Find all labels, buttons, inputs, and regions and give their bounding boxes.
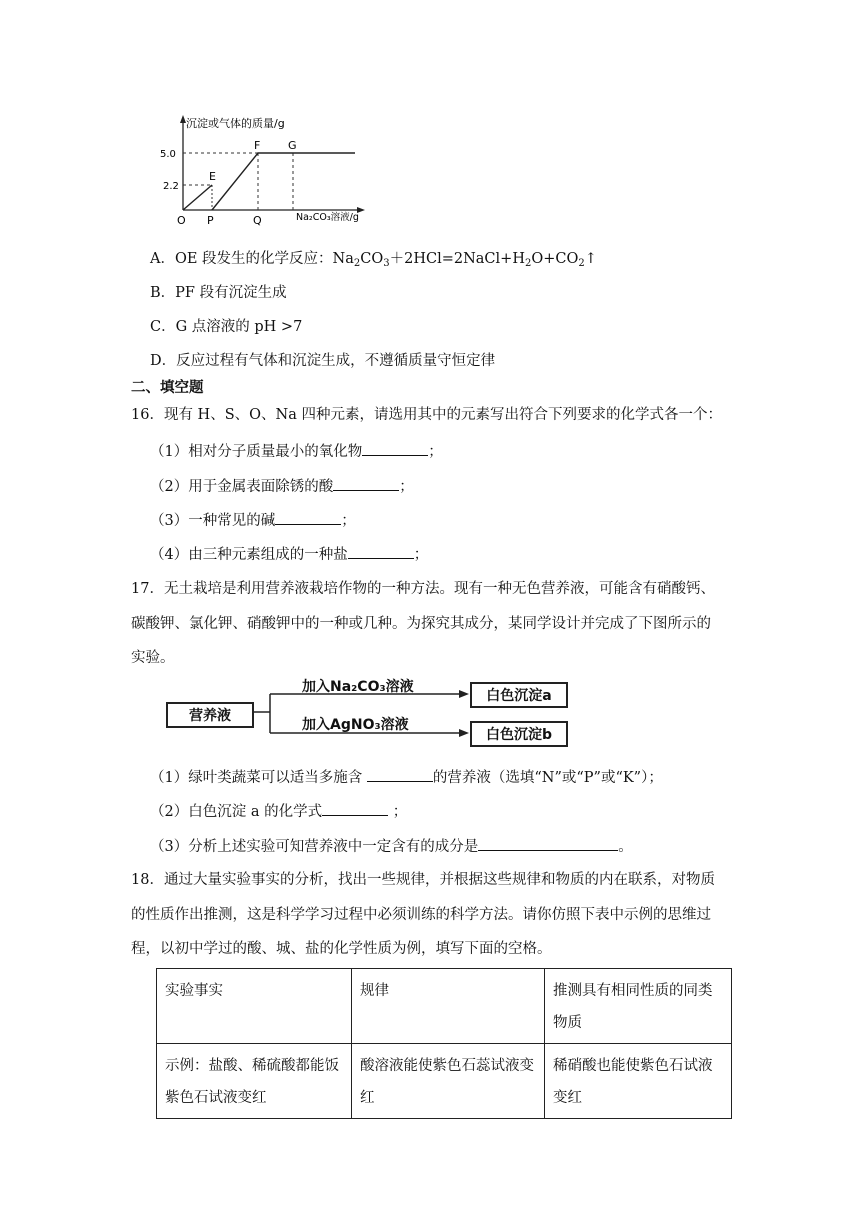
answer-blank[interactable] xyxy=(333,476,399,491)
answer-blank[interactable] xyxy=(362,441,428,456)
q17-stem-1: 17．无土栽培是利用营养液栽培作物的一种方法。现有一种无色营养液，可能含有硝酸钙、 xyxy=(131,581,715,597)
q17-stem-3: 实验。 xyxy=(131,650,175,666)
series-precipitate xyxy=(212,153,355,210)
option-d: D．反应过程有气体和沉淀生成，不遵循质量守恒定律 xyxy=(150,353,496,369)
flow-result-b: 白色沉淀b xyxy=(470,721,568,747)
q16-part4: （4）由三种元素组成的一种盐 ； xyxy=(150,544,428,565)
flow-add-agno3: 加入AgNO₃溶液 xyxy=(302,717,409,733)
table-cell: 稀硝酸也能使紫色石试液变红 xyxy=(545,1044,732,1119)
answer-blank[interactable] xyxy=(275,510,341,525)
q18-stem-1: 18．通过大量实验事实的分析，找出一些规律，并根据这些规律和物质的内在联系，对物质 xyxy=(131,872,715,888)
table-row xyxy=(157,1044,732,1119)
chart-svg xyxy=(160,110,370,230)
flow-result-a: 白色沉淀a xyxy=(470,682,568,708)
option-c: C．G 点溶液的 pH >7 xyxy=(150,319,303,335)
flow-add-na2co3: 加入Na₂CO₃溶液 xyxy=(302,679,414,695)
table-header-cell: 实验事实 xyxy=(157,969,352,1044)
q16-part3: （3）一种常见的碱 ； xyxy=(150,510,356,531)
table-header-row xyxy=(157,969,732,1044)
y-axis-label: 沉淀或气体的质量/g xyxy=(186,117,285,130)
q16-stem: 16．现有 H、S、O、Na 四种元素，请选用其中的元素写出符合下列要求的化学式各一个： xyxy=(131,407,722,423)
q18-stem-3: 程，以初中学过的酸、城、盐的化学性质为例，填写下面的空格。 xyxy=(131,941,552,957)
answer-blank[interactable] xyxy=(348,544,414,559)
q17-part3: （3）分析上述实验可知营养液中一定含有的成分是 。 xyxy=(150,836,633,857)
q17-part1: （1）绿叶类蔬菜可以适当多施含 的营养液（选填“N”或“P”或“K”）； xyxy=(150,767,663,788)
option-a: A．OE 段发生的化学反应：$Na_2CO_3+2HCl=2NaCl+H_2O+CO_2↑$ xyxy=(150,251,597,269)
answer-blank[interactable] xyxy=(367,767,433,782)
table-cell: 酸溶液能使紫色石蕊试液变红 xyxy=(352,1044,545,1119)
answer-blank[interactable] xyxy=(478,836,618,851)
q18-stem-2: 的性质作出推测，这是科学学习过程中必须训练的科学方法。请你仿照下表中示例的思维过 xyxy=(131,907,711,923)
table-header-cell: 推测具有相同性质的同类物质 xyxy=(545,969,732,1044)
x-tick-q: Q xyxy=(253,214,262,227)
option-b: B．PF 段有沉淀生成 xyxy=(150,285,287,301)
y-tick-2-2: 2.2 xyxy=(163,181,179,192)
x-axis-label: Na₂CO₃溶液/g xyxy=(296,212,359,223)
table-header-cell: 规律 xyxy=(352,969,545,1044)
point-e: E xyxy=(209,170,216,183)
answer-blank[interactable] xyxy=(322,801,388,816)
series-gas xyxy=(183,185,212,210)
table-cell: 示例：盐酸、稀硫酸都能饭紫色石试液变红 xyxy=(157,1044,352,1119)
x-tick-o: O xyxy=(177,214,186,227)
q17-stem-2: 碳酸钾、氯化钾、硝酸钾中的一种或几种。为探究其成分，某同学设计并完成了下图所示的 xyxy=(131,616,711,632)
y-tick-5-0: 5.0 xyxy=(160,149,176,160)
point-g: G xyxy=(288,139,297,152)
x-tick-p: P xyxy=(207,214,214,227)
section-title: 二、填空题 xyxy=(131,380,204,396)
q16-part2: （2）用于金属表面除锈的酸 ； xyxy=(150,476,414,497)
q17-part2: （2）白色沉淀 a 的化学式 ； xyxy=(150,801,407,822)
reasoning-table xyxy=(156,968,732,1119)
point-f: F xyxy=(254,139,261,152)
flow-source-box: 营养液 xyxy=(166,702,254,728)
q16-part1: （1）相对分子质量最小的氧化物 ； xyxy=(150,441,443,462)
